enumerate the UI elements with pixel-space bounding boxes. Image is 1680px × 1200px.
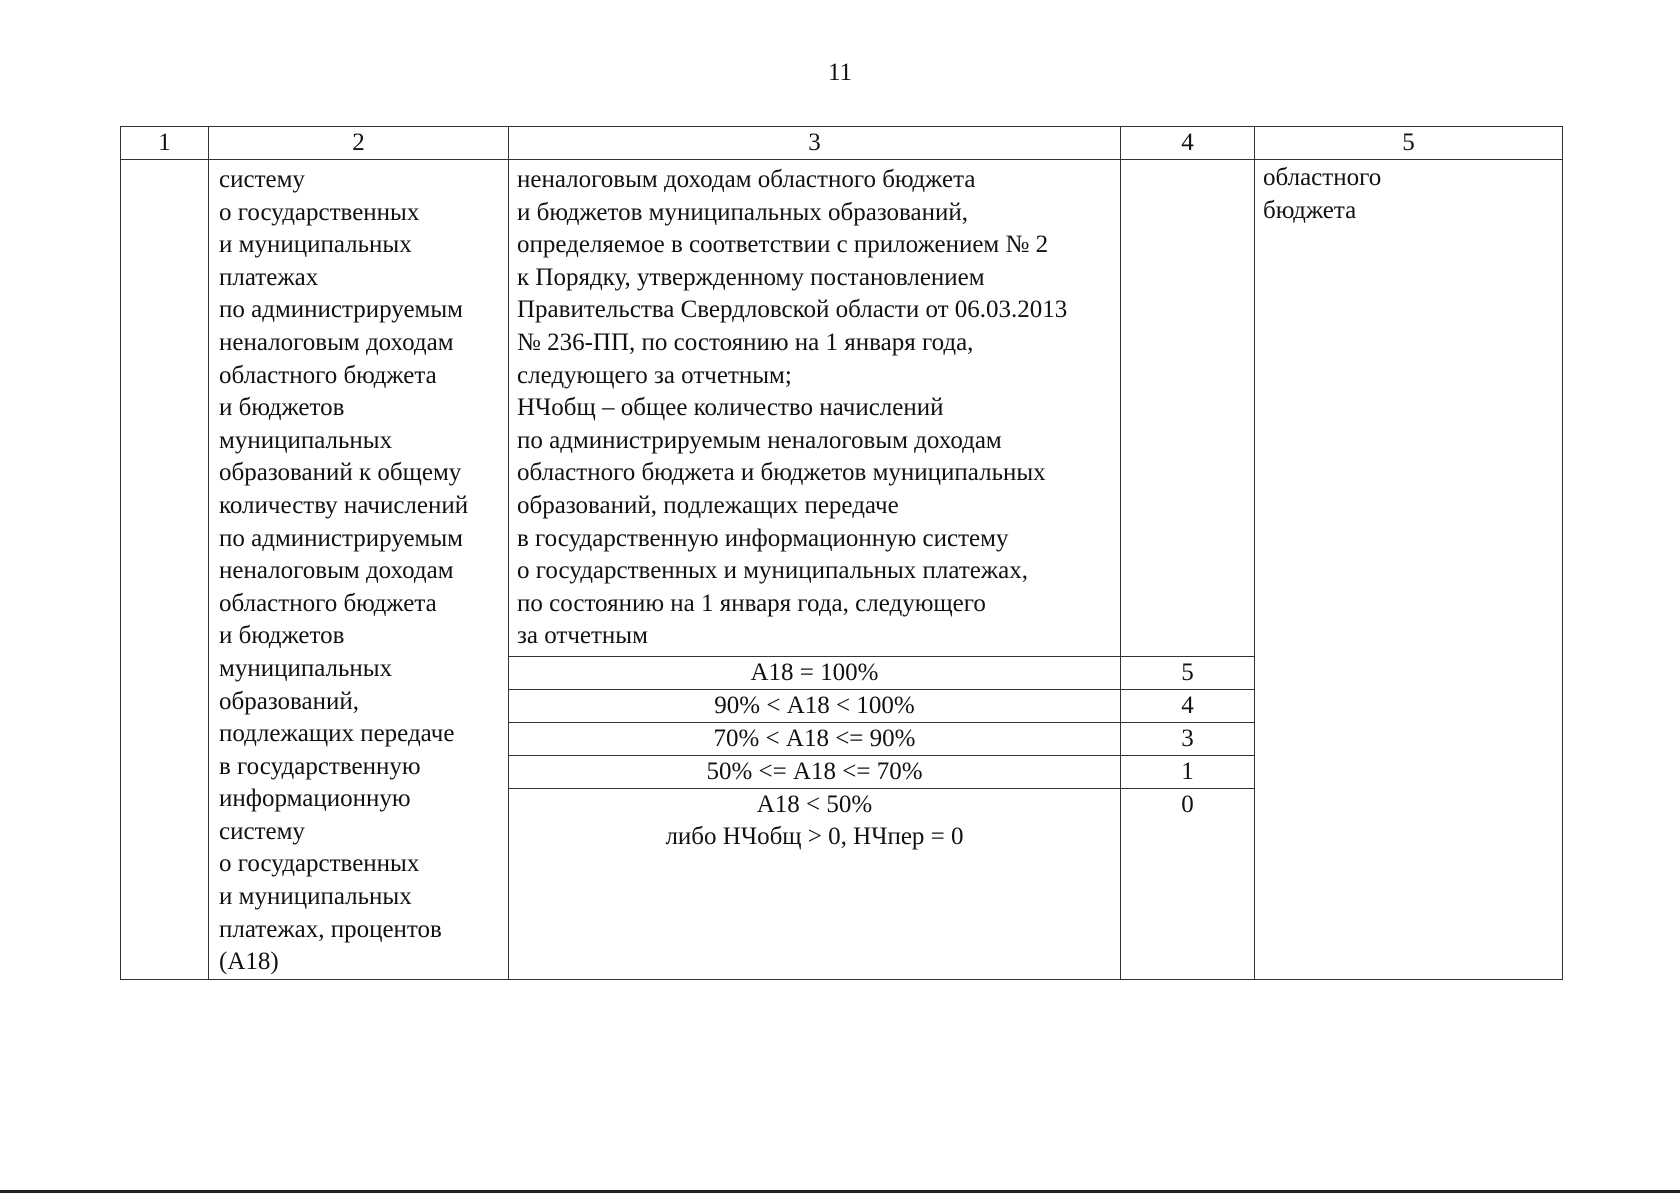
indicator-name-line: и муниципальных [219,883,412,911]
cell-col-4-empty [1121,160,1255,657]
formula-line: № 236-ПП, по состоянию на 1 января года, [517,328,974,356]
indicator-name-line: платежах [219,263,319,291]
criteria-condition [509,788,1121,979]
indicator-name-line: неналоговым доходам [219,557,454,585]
indicator-name-line: систему [219,166,305,193]
formula-line: областного бюджета и бюджетов муниципальных [517,459,1046,487]
indicator-name-line: областного бюджета [219,361,437,389]
indicator-name-line: в государственную [219,752,421,780]
formula-line: в государственную информационную систему [517,524,1009,552]
formula-line: определяемое в соответствии с приложением № 2 [517,231,1049,259]
indicator-name-line: образований к общему [219,459,462,487]
formula-line: неналоговым доходам областного бюджета [517,166,976,193]
formula-line: НЧобщ – общее количество начислений [517,394,944,422]
formula-line: следующего за отчетным; [517,361,792,389]
indicator-name-line: количеству начислений [219,491,469,519]
indicator-name-line: по администрируемым [219,296,463,324]
header-col-2: 2 [209,127,509,160]
indicator-name-line: областного бюджета [219,589,437,617]
criteria-condition: А18 = 100% [509,656,1121,689]
source-line: бюджета [1263,196,1357,224]
indicator-table [120,126,1563,980]
indicator-name-cell [209,160,509,980]
indicator-name-line: о государственных [219,198,420,226]
header-col-5: 5 [1255,127,1563,160]
table-header-row [121,127,1563,160]
formula-line: к Порядку, утвержденному постановлением [517,263,985,291]
indicator-name-line: и муниципальных [219,231,412,259]
formula-line: и бюджетов муниципальных образований, [517,198,969,226]
indicator-name-line: образований, [219,687,360,715]
indicator-name-line: информационную [219,785,411,813]
cell-col-1 [121,160,209,980]
scan-edge-line [0,1190,1680,1193]
formula-description-cell [509,160,1121,657]
formula-line: образований, подлежащих передаче [517,491,899,519]
indicator-name-line: (А18) [219,948,279,976]
criteria-condition: 90% < А18 < 100% [509,689,1121,722]
criteria-score: 4 [1121,689,1255,722]
criteria-condition: 70% < А18 <= 90% [509,722,1121,755]
formula-line: за отчетным [517,622,648,650]
header-col-1: 1 [121,127,209,160]
criteria-condition-line: либо НЧобщ > 0, НЧпер = 0 [665,823,964,851]
source-line: областного [1263,164,1382,191]
indicator-name-line: и бюджетов [219,394,345,422]
indicator-name-line: муниципальных [219,426,393,454]
header-col-3: 3 [509,127,1121,160]
indicator-name-line: подлежащих передаче [219,720,455,748]
table-row [121,160,1563,657]
criteria-score: 5 [1121,656,1255,689]
formula-line: по администрируемым неналоговым доходам [517,426,1002,454]
formula-line: Правительства Свердловской области от 06.03.2013 [517,296,1068,324]
criteria-condition: 50% <= А18 <= 70% [509,755,1121,788]
indicator-name-line: неналоговым доходам [219,328,454,356]
indicator-name-line: по администрируемым [219,524,463,552]
indicator-name-line: и бюджетов [219,622,345,650]
formula-line: о государственных и муниципальных платежах, [517,557,1028,585]
criteria-score: 0 [1121,788,1255,979]
page-number: 11 [827,59,853,86]
indicator-name-line: муниципальных [219,654,393,682]
header-col-4: 4 [1121,127,1255,160]
source-cell [1255,160,1563,980]
indicator-name-line: систему [219,817,305,845]
criteria-score: 3 [1121,722,1255,755]
indicator-name-line: платежах, процентов [219,915,442,943]
indicator-name-line: о государственных [219,850,420,878]
formula-line: по состоянию на 1 января года, следующего [517,589,986,617]
criteria-condition-line: А18 < 50% [756,790,873,818]
criteria-score: 1 [1121,755,1255,788]
